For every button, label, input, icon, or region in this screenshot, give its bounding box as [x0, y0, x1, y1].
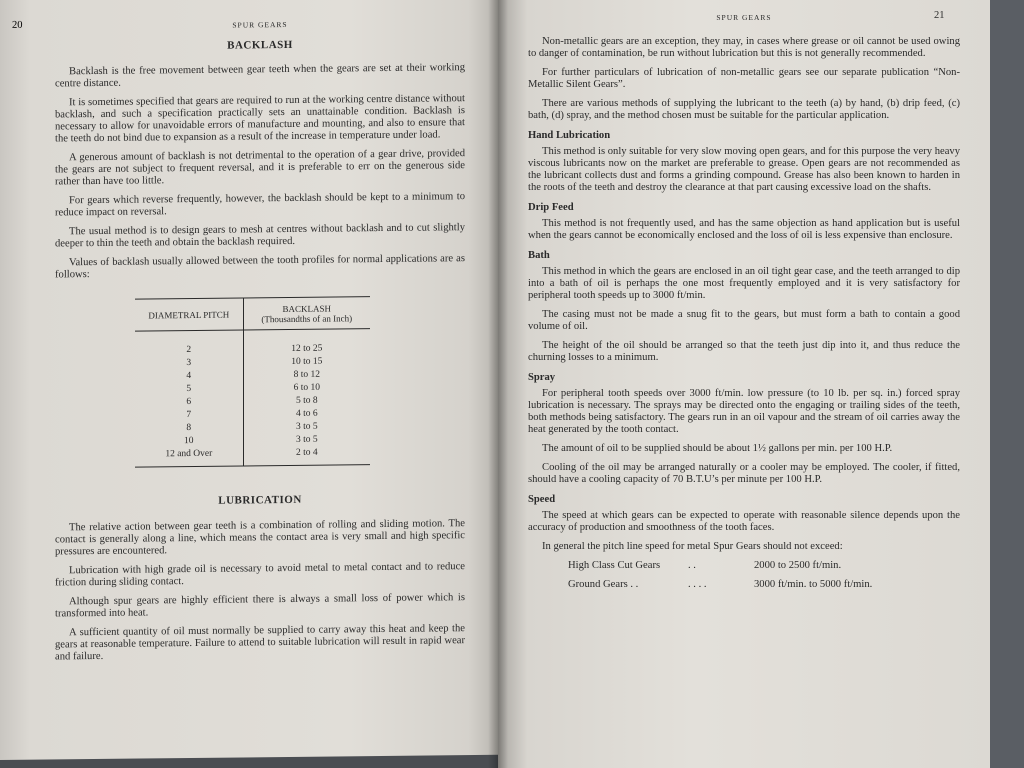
- backlash-header-label: BACKLASH: [282, 303, 332, 315]
- background-surface: [990, 0, 1024, 768]
- paragraph: Cooling of the oil may be arranged naturally or a cooler may be employed. The cooler, if fitted, should have a cooling capacity of 70 B.T.U’s per minute per 100 H.P.: [528, 462, 960, 485]
- speed-row: [568, 579, 960, 598]
- paragraph: In general the pitch line speed for metal Spur Gears should not exceed:: [542, 541, 843, 552]
- paragraph: There are various methods of supplying the lubricant to the teeth (a) by hand, (b) drip feed, (c) bath, (d) spray, and the method chosen must be suitable for the particular application.: [528, 98, 960, 121]
- table-row: [135, 329, 370, 357]
- paragraph: This method in which the gears are enclosed in an oil tight gear case, and the teeth arranged to dip into a bath of oil is perhaps the one most frequently employed and it is very satisfactory for peripheral tooth speeds up to 3000 ft/min.: [528, 266, 960, 301]
- left-page-content: [55, 17, 465, 670]
- paragraph: The amount of oil to be supplied should be about 1½ gallons per min. per 100 H.P.: [542, 443, 893, 454]
- paragraph: For further particulars of lubrication of non-metallic gears see our separate publication “Non-Metallic Silent Gears”.: [528, 67, 960, 90]
- column-header-pitch: DIAMETRAL PITCH: [135, 298, 243, 331]
- paragraph: The speed at which gears can be expected to operate with reasonable silence depends upon the accuracy of production and smoothness of the tooth faces.: [528, 510, 960, 533]
- leader-dots: . .: [688, 560, 696, 571]
- page-number: 20: [12, 19, 23, 31]
- leader-dots: . . . .: [688, 579, 707, 590]
- lubrication-heading: LUBRICATION: [218, 493, 302, 507]
- backlash-heading: BACKLASH: [227, 38, 293, 52]
- backlash-cell: 12 to 25: [291, 343, 323, 354]
- running-head: SPUR GEARS: [716, 13, 772, 22]
- paragraph: For peripheral tooth speeds over 3000 ft/min. low pressure (to 10 lb. per sq. in.) forced spray lubrication is necessary. The sprays may be directed onto the engaging or trailing sides of the teeth, both methods being satisfactory. The gears run in an oil vapour and the stream of oil carries away the heat generated by the tooth contact.: [528, 388, 960, 435]
- backlash-cell: 10 to 15: [291, 356, 323, 367]
- paragraph: For gears which reverse frequently, however, the backlash should be kept to a minimum to reduce impact on reversal.: [55, 191, 465, 219]
- column-header-backlash: [243, 297, 370, 330]
- paragraph: Backlash is the free movement between gear teeth when the gears are set at their working centre distance.: [55, 62, 465, 90]
- paragraph: This method is only suitable for very slow moving open gears, and for this purpose the very heavy viscous lubricants now on the market are preferable to grease. Open gears are not recommended as the lubricant collects dust and forms a grinding compound. Grease has also been known to harden in the roots of the teeth and destroy the clearance at that part causing excessive load on the shafts.: [528, 146, 960, 193]
- speed-table: [568, 560, 960, 598]
- paragraph: Values of backlash usually allowed between the tooth profiles for normal applications are as follows:: [55, 253, 465, 281]
- paragraph: The casing must not be made a snug fit to the gears, but must form a bath to contain a good volume of oil.: [528, 309, 960, 332]
- speed-value: 3000 ft/min. to 5000 ft/min.: [754, 579, 873, 590]
- section-heading-bath: Bath: [528, 250, 550, 261]
- backlash-cell: 3 to 5: [295, 421, 318, 432]
- backlash-table: [135, 296, 370, 467]
- pitch-cell: 7: [135, 407, 243, 421]
- paragraph: The height of the oil should be arranged so that the teeth just dip into it, and thus reduce the churning losses to a minimum.: [528, 340, 960, 363]
- paragraph: The usual method is to design gears to mesh at centres without backlash and to cut slightly deeper to thin the teeth and obtain the backlash required.: [55, 222, 465, 250]
- speed-label: High Class Cut Gears: [568, 560, 661, 571]
- right-page: [498, 0, 990, 768]
- pitch-cell: 6: [135, 394, 243, 408]
- pitch-cell: 8: [135, 420, 243, 434]
- pitch-cell: 10: [135, 433, 243, 447]
- pitch-cell: 12 and Over: [135, 446, 243, 467]
- speed-label: Ground Gears . .: [568, 579, 639, 590]
- paragraph: Lubrication with high grade oil is necessary to avoid metal to metal contact and to reduce friction during sliding contact.: [55, 561, 465, 589]
- section-heading-drip-feed: Drip Feed: [528, 202, 574, 213]
- table-row: [135, 445, 370, 467]
- running-head: SPUR GEARS: [232, 19, 288, 30]
- pitch-cell: 5: [135, 381, 243, 395]
- paragraph: Non-metallic gears are an exception, they may, in cases where grease or oil cannot be used owing to danger of contamination, be run without lubrication but this is not generally recommended.: [528, 36, 960, 59]
- section-heading-speed: Speed: [528, 494, 556, 505]
- backlash-cell: 5 to 8: [295, 395, 318, 406]
- speed-value: 2000 to 2500 ft/min.: [754, 560, 842, 571]
- pitch-cell: 3: [135, 355, 243, 369]
- book-gutter: [488, 0, 508, 768]
- paragraph: This method is not frequently used, and has the same objection as hand application but is useful when the gears cannot be economically enclosed and the loss of oil is less expensive than enclosure.: [528, 218, 960, 241]
- pitch-cell: 2: [135, 330, 243, 357]
- right-page-content: [528, 10, 960, 598]
- paragraph: Although spur gears are highly efficient there is always a small loss of power which is transformed into heat.: [55, 592, 465, 620]
- backlash-cell: 8 to 12: [293, 369, 320, 380]
- backlash-cell: 3 to 5: [295, 434, 318, 445]
- paragraph: The relative action between gear teeth is a combination of rolling and sliding motion. The contact is generally along a line, which means the contact area is very small and high specific pressures are encountered.: [55, 518, 465, 558]
- backlash-cell: 6 to 10: [293, 382, 320, 393]
- speed-row: [568, 560, 960, 579]
- pitch-cell: 4: [135, 368, 243, 382]
- backlash-cell: 4 to 6: [295, 408, 318, 419]
- paragraph: It is sometimes specified that gears are required to run at the working centre distance without backlash, and such a specification practically sets an unattainable condition. Backlash is necessary to allow for unavoidable errors of manufacture and mounting, and also to ensure that the teeth do not bind due to expansion as a result of the increase in temperature under load.: [55, 93, 465, 145]
- section-heading-hand-lubrication: Hand Lubrication: [528, 130, 611, 141]
- left-page: [0, 0, 498, 760]
- paragraph: A generous amount of backlash is not detrimental to the operation of a gear drive, provided the gears are not subject to frequent reversal, and it is preferable to err on the generous side rather than have too little.: [55, 148, 465, 188]
- paragraph: A sufficient quantity of oil must normally be supplied to carry away this heat and keep the gears at reasonable temperature. Failure to attend to suitable lubrication will result in rapid wear and failure.: [55, 623, 465, 663]
- page-number: 21: [934, 10, 945, 21]
- backlash-cell: 2 to 4: [295, 447, 318, 458]
- section-heading-spray: Spray: [528, 372, 556, 383]
- backlash-header-unit: (Thousandths of an Inch): [261, 313, 353, 325]
